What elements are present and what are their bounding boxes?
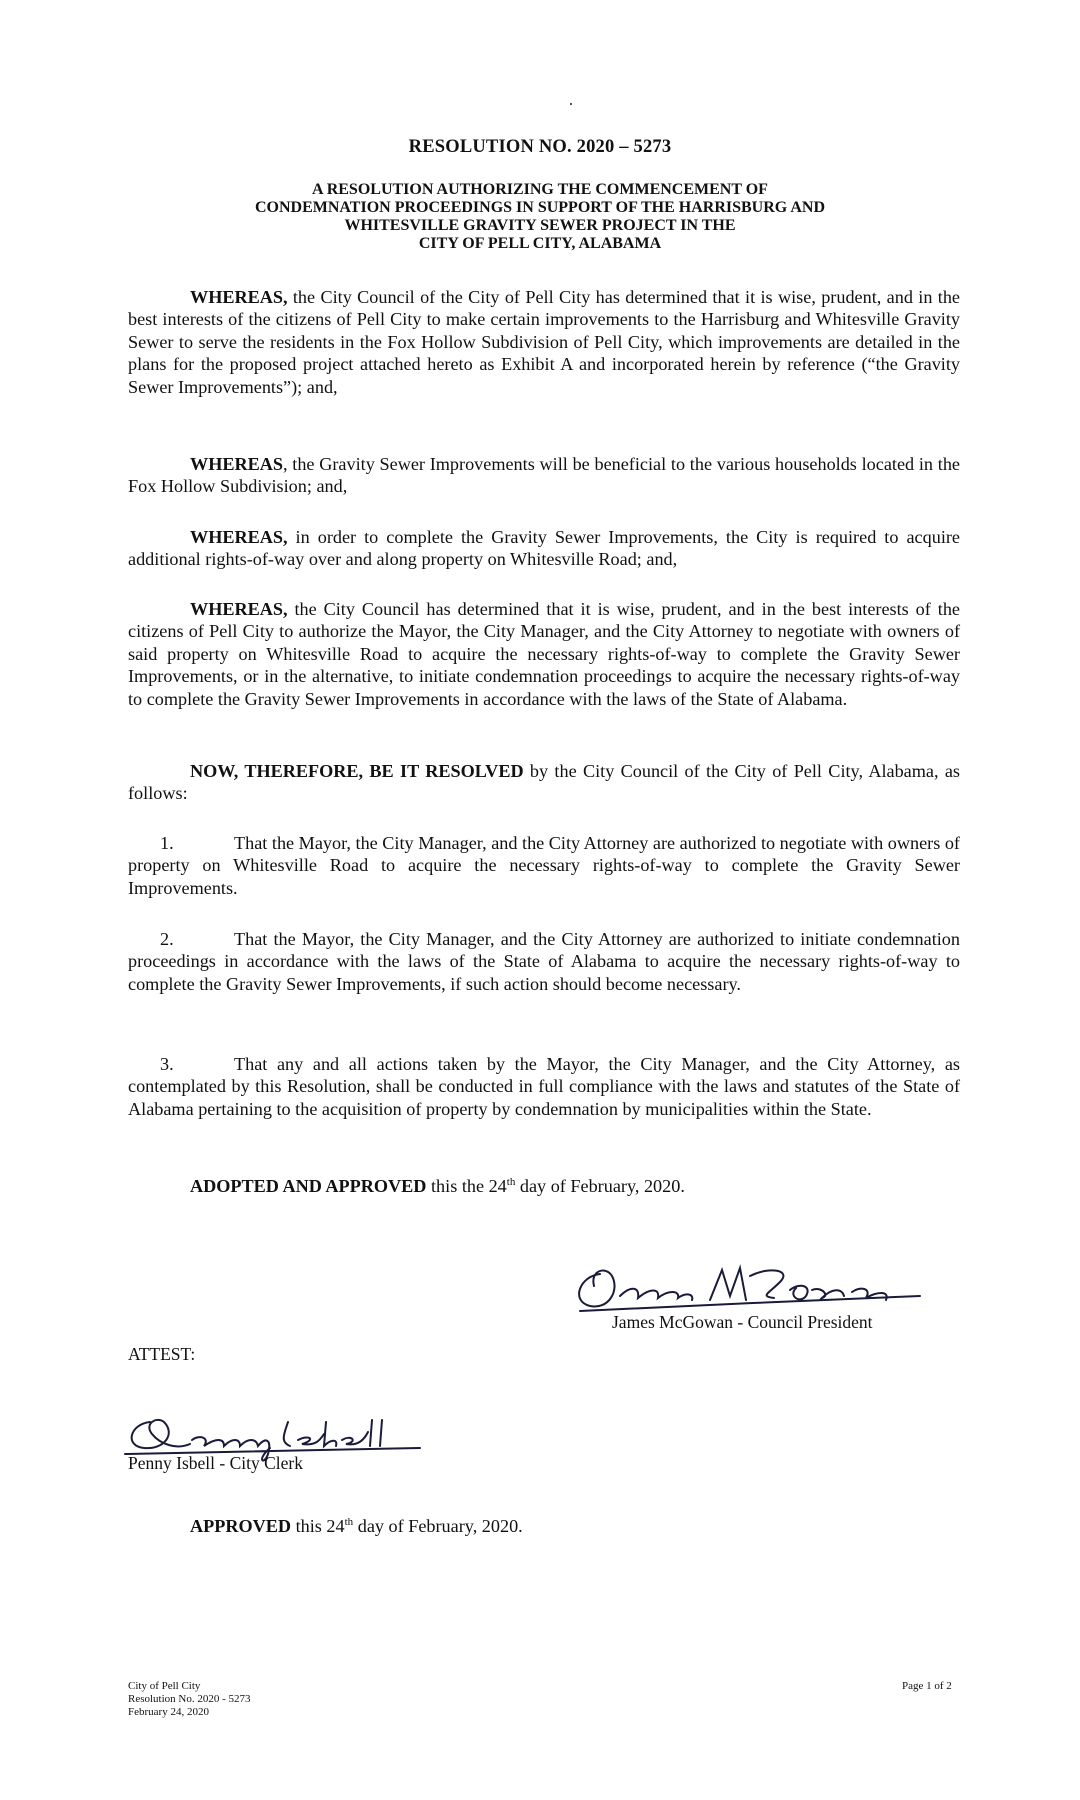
item-text: That the Mayor, the City Manager, and the City Attorney are authorized to negotiate with owners of property on Whitesville Road to acquire the necessary rights-of-way to complete the Gravity Sewer Improvements. xyxy=(128,833,960,898)
adopted-date-text: this the 24 xyxy=(426,1176,507,1196)
whereas-paragraph-3 xyxy=(128,526,960,571)
whereas-text: in order to complete the Gravity Sewer Improvements, the City is required to acquire additional rights-of-way over and along property on Whitesville Road; and, xyxy=(128,527,960,570)
resolved-text: by the City Council of the City of Pell City, Alabama, as follows: xyxy=(128,761,960,804)
clerk-label: Penny Isbell - City Clerk xyxy=(128,1453,303,1473)
footer-line: Resolution No. 2020 - 5273 xyxy=(128,1693,251,1705)
footer-line: February 24, 2020 xyxy=(128,1706,209,1718)
page-number: Page 1 of 2 xyxy=(902,1680,952,1692)
whereas-lead: WHEREAS, xyxy=(190,287,288,307)
whereas-lead: WHEREAS, xyxy=(190,599,288,619)
subtitle-line: A RESOLUTION AUTHORIZING THE COMMENCEMENT OF xyxy=(312,181,768,198)
adopted-date-tail: day of February, 2020. xyxy=(515,1176,685,1196)
adopted-ordinal: th xyxy=(506,1175,516,1188)
item-number: 3. xyxy=(160,1054,174,1074)
attest-label: ATTEST: xyxy=(128,1344,196,1364)
footer-line: City of Pell City xyxy=(128,1680,201,1692)
resolved-paragraph xyxy=(128,760,960,805)
adopted-line xyxy=(190,1176,685,1197)
whereas-text: the City Council of the City of Pell City has determined that it is wise, prudent, and in the best interests of the citizens of Pell City to make certain improvements to the Harrisburg and Whitesville Gravity Sewer to serve the residents in the Fox Hollow Subdivision of Pell City, which improvements are detailed in the plans for the proposed project attached hereto as Exhibit A and incorporated herein by reference (“the Gravity Sewer Improvements”); and, xyxy=(128,287,960,397)
resolution-title: RESOLUTION NO. 2020 – 5273 xyxy=(408,137,672,157)
item-text: That the Mayor, the City Manager, and the City Attorney are authorized to initiate condemnation proceedings in accordance with the laws of the State of Alabama to acquire the necessary rights-of-way to complete the Gravity Sewer Improvements, if such action should become necessary. xyxy=(128,929,960,994)
whereas-lead: WHEREAS xyxy=(190,454,283,474)
resolution-item-1 xyxy=(128,832,960,899)
scan-speck xyxy=(570,103,572,105)
item-number: 1. xyxy=(160,833,174,853)
item-number: 2. xyxy=(160,929,174,949)
whereas-paragraph-4 xyxy=(128,598,960,710)
approved-date-tail: day of February, 2020. xyxy=(353,1516,523,1536)
adopted-lead: ADOPTED AND APPROVED xyxy=(190,1176,427,1196)
resolution-item-2 xyxy=(128,928,960,995)
approved-ordinal: th xyxy=(344,1515,354,1528)
resolved-lead: NOW, THEREFORE, BE IT RESOLVED xyxy=(190,761,524,781)
approved-line xyxy=(190,1516,523,1537)
whereas-paragraph-1 xyxy=(128,286,960,398)
resolution-item-3 xyxy=(128,1053,960,1120)
item-text: That any and all actions taken by the Mayor, the City Manager, and the City Attorney, as contemplated by this Resolution, shall be conducted in full compliance with the laws and statutes of the State of Alabama pertaining to the acquisition of property by condemnation by municipalities within the State. xyxy=(128,1054,960,1119)
approved-date-text: this 24 xyxy=(291,1516,345,1536)
approved-lead: APPROVED xyxy=(190,1516,292,1536)
president-label: James McGowan - Council President xyxy=(612,1312,873,1332)
footer-info xyxy=(128,1680,251,1719)
whereas-paragraph-2 xyxy=(128,453,960,498)
whereas-text: , the Gravity Sewer Improvements will be beneficial to the various households located in the Fox Hollow Subdivision; and, xyxy=(128,454,960,497)
whereas-text: the City Council has determined that it is wise, prudent, and in the best interests of the citizens of Pell City to authorize the Mayor, the City Manager, and the City Attorney to negotiate with owners of said property on Whitesville Road to acquire the necessary rights-of-way to complete the Gravity Sewer Improvements, or in the alternative, to initiate condemnation proceedings to acquire the necessary rights-of-way to complete the Gravity Sewer Improvements in accordance with the laws of the State of Alabama. xyxy=(128,599,960,709)
whereas-lead: WHEREAS, xyxy=(190,527,288,547)
subtitle-line: WHITESVILLE GRAVITY SEWER PROJECT IN THE xyxy=(344,217,736,234)
subtitle-line: CONDEMNATION PROCEEDINGS IN SUPPORT OF THE HARRISBURG AND xyxy=(254,199,826,216)
subtitle-line: CITY OF PELL CITY, ALABAMA xyxy=(418,235,662,252)
